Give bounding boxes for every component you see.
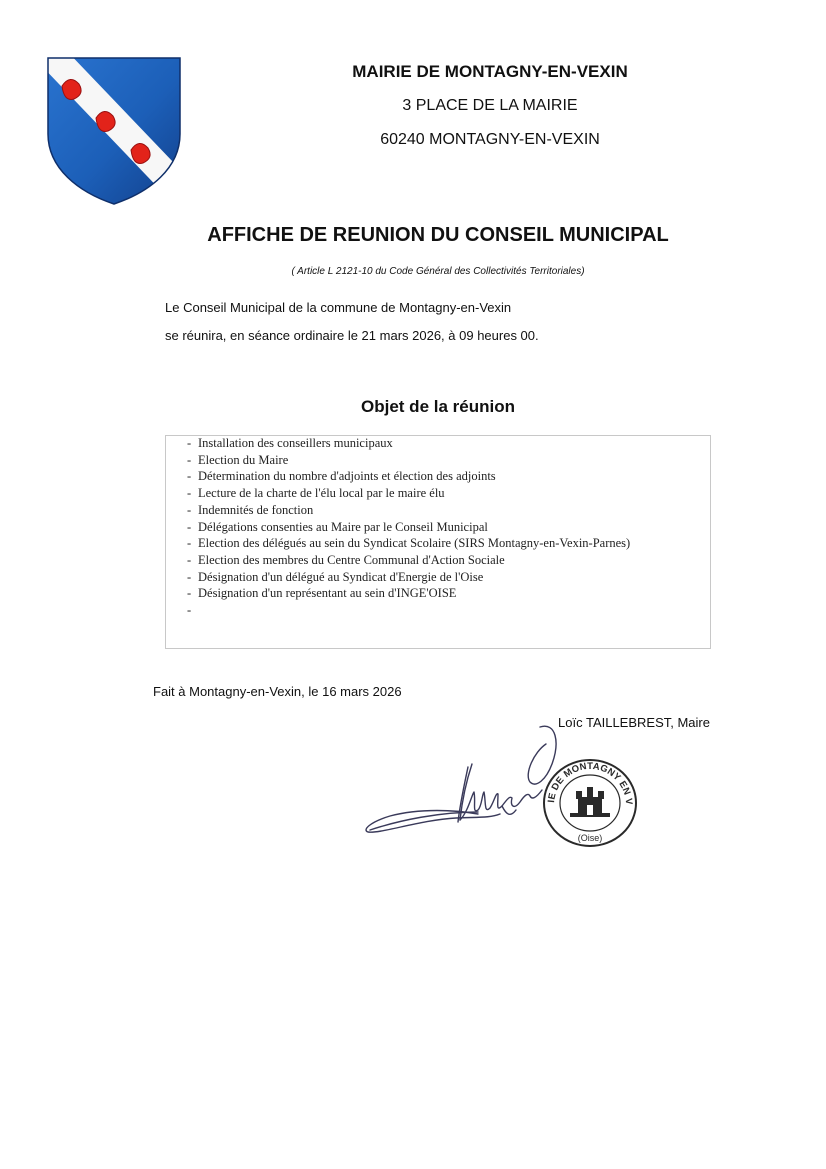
agenda-item-dash: - — [187, 536, 192, 551]
agenda-box — [165, 435, 711, 649]
agenda-item-empty — [187, 602, 630, 619]
agenda-title: Objet de la réunion — [361, 397, 515, 416]
agenda-item — [187, 452, 630, 469]
agenda-item-text: Indemnités de fonction — [198, 502, 314, 517]
signatory-name: Loïc TAILLEBREST, Maire — [558, 715, 710, 730]
agenda-item-dash: - — [187, 436, 192, 450]
agenda-item-dash: - — [187, 519, 192, 534]
handwritten-signature-icon — [360, 722, 570, 842]
agenda-item — [187, 502, 630, 519]
mairie-name: MAIRIE DE MONTAGNY-EN-VEXIN — [352, 62, 628, 81]
agenda-item-dash: - — [187, 469, 192, 484]
agenda-item-dash: - — [187, 502, 192, 517]
agenda-item — [187, 585, 630, 602]
agenda-item — [187, 535, 630, 552]
agenda-item-text: Détermination du nombre d'adjoints et élection des adjoints — [198, 469, 496, 484]
agenda-item — [187, 519, 630, 536]
agenda-item-text: Election du Maire — [198, 452, 289, 467]
agenda-item-text: Election des membres du Centre Communal d'Action Sociale — [198, 552, 505, 567]
intro-line-1: Le Conseil Municipal de la commune de Montagny-en-Vexin — [165, 300, 512, 315]
agenda-item-text: Désignation d'un délégué au Syndicat d'Energie de l'Oise — [198, 569, 484, 584]
agenda-item — [187, 468, 630, 485]
coat-of-arms-icon — [46, 56, 182, 206]
agenda-item-dash: - — [187, 569, 192, 584]
page-title: AFFICHE DE REUNION DU CONSEIL MUNICIPAL — [207, 224, 669, 246]
agenda-item-text: Election des délégués au sein du Syndicat Scolaire (SIRS Montagny-en-Vexin-Parnes) — [198, 536, 631, 551]
legal-reference: ( Article L 2121-10 du Code Général des Collectivités Territoriales) — [291, 266, 585, 277]
seal-ring-text: IE DE MONTAGNY EN V — [546, 760, 635, 806]
agenda-item — [187, 435, 630, 452]
mairie-seal-icon — [540, 757, 640, 849]
agenda-item-dash: - — [187, 603, 192, 618]
agenda-item-dash: - — [187, 452, 192, 467]
agenda-item-dash: - — [187, 586, 192, 601]
agenda-item-text: Lecture de la charte de l'élu local par le maire élu — [198, 486, 445, 501]
place-and-date: Fait à Montagny-en-Vexin, le 16 mars 2026 — [153, 684, 402, 699]
mairie-address-street: 3 PLACE DE LA MAIRIE — [402, 97, 578, 114]
agenda-item — [187, 569, 630, 586]
agenda-item-text: Délégations consenties au Maire par le Conseil Municipal — [198, 519, 488, 534]
seal-bottom-text: (Oise) — [577, 833, 603, 843]
mairie-address-city: 60240 MONTAGNY-EN-VEXIN — [380, 131, 600, 148]
agenda-item-text: Installation des conseillers municipaux — [198, 436, 393, 450]
agenda-item-dash: - — [187, 486, 192, 501]
agenda-item-dash: - — [187, 552, 192, 567]
agenda-item — [187, 485, 630, 502]
agenda-list — [166, 435, 630, 619]
intro-line-2: se réunira, en séance ordinaire le 21 mars 2026, à 09 heures 00. — [165, 328, 539, 343]
agenda-item — [187, 552, 630, 569]
agenda-item-text: Désignation d'un représentant au sein d'INGE'OISE — [198, 586, 457, 601]
